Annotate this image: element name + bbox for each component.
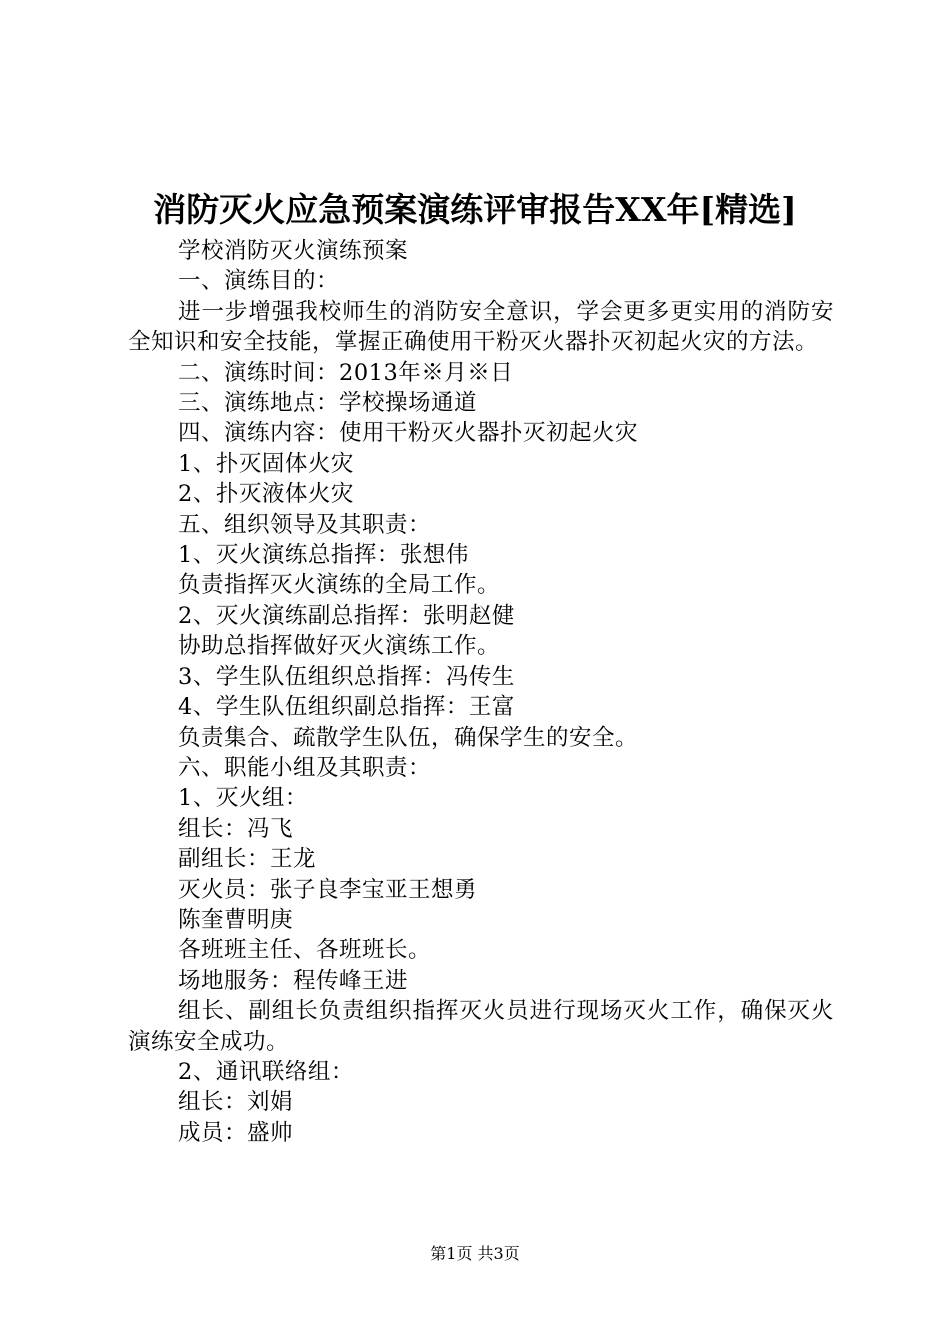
section-heading: 三、演练地点：学校操场通道: [178, 390, 478, 417]
section-heading: 四、演练内容：使用干粉灭火器扑灭初起火灾: [178, 420, 639, 447]
body-line: 场地服务：程传峰王进: [178, 967, 409, 994]
body-line: 2、通讯联络组：: [178, 1058, 354, 1085]
section-heading: 五、组织领导及其职责：: [178, 511, 432, 538]
section-heading: 二、演练时间：2013年※月※日: [178, 359, 514, 386]
body-line: 4、学生队伍组织副总指挥：王富: [178, 694, 515, 721]
body-line: 1、灭火演练总指挥：张想伟: [178, 542, 469, 569]
body-line: 负责指挥灭火演练的全局工作。: [178, 572, 501, 599]
document-title: 消防灭火应急预案演练评审报告XX年[精选]: [153, 190, 797, 229]
body-line: 负责集合、疏散学生队伍，确保学生的安全。: [178, 724, 639, 751]
body-line: 副组长：王龙: [178, 846, 317, 873]
body-line: 2、灭火演练副总指挥：张明赵健: [178, 602, 515, 629]
body-line: 各班班主任、各班班长。: [178, 937, 432, 964]
body-line: 协助总指挥做好灭火演练工作。: [178, 633, 501, 660]
body-line: 灭火员：张子良李宝亚王想勇: [178, 876, 478, 903]
section-heading: 一、演练目的：: [178, 268, 340, 295]
body-line: 1、灭火组：: [178, 785, 308, 812]
body-line: 组长：刘娟: [178, 1089, 294, 1116]
document-body: [128, 236, 834, 1148]
body-line: 成员：盛帅: [178, 1119, 294, 1146]
page-number: 第1页 共3页: [430, 1244, 520, 1263]
body-line: 陈奎曹明庚: [178, 906, 294, 933]
section-heading: 六、职能小组及其职责：: [178, 754, 432, 781]
body-paragraph: 进一步增强我校师生的消防安全意识，学会更多更实用的消防安全知识和安全技能，掌握正确使用干粉灭火器扑灭初起火灾的方法。: [128, 298, 834, 356]
body-paragraph: 组长、副组长负责组织指挥灭火员进行现场灭火工作，确保灭火演练安全成功。: [128, 998, 834, 1055]
body-line: 2、扑灭液体火灾: [178, 481, 354, 508]
body-line: 3、学生队伍组织总指挥：冯传生: [178, 663, 515, 690]
body-line: 组长：冯飞: [178, 815, 294, 842]
body-line: 学校消防灭火演练预案: [178, 238, 409, 264]
body-line: 1、扑灭固体火灾: [178, 450, 354, 477]
